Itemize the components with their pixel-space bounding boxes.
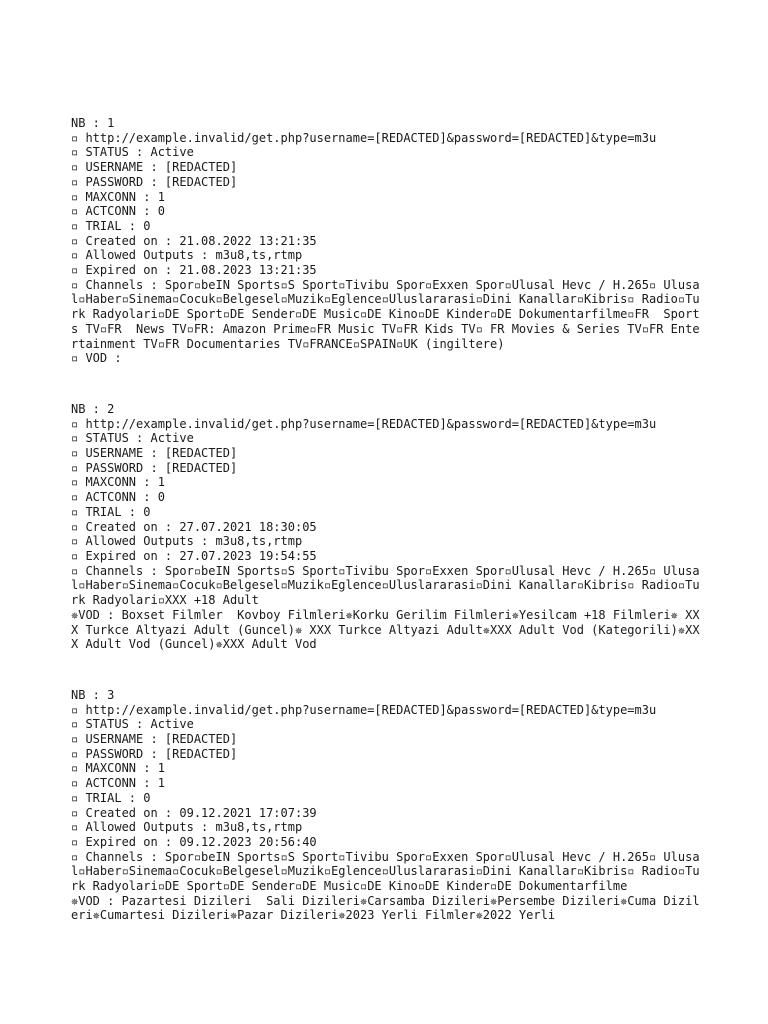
- status-line: ▫ STATUS : Active: [71, 717, 194, 732]
- entry-block: [71, 116, 701, 366]
- maxconn-line: ▫ MAXCONN : 1: [71, 189, 165, 204]
- playlist-url: ▫ http://example.invalid/get.php?username=[REDACTED]&password=[REDACTED]&type=m3u: [71, 416, 657, 431]
- password-line: ▫ PASSWORD : [REDACTED]: [71, 460, 238, 475]
- vod-line: ✵VOD : Boxset Filmler Kovboy Filmleri✵Korku Gerilim Filmleri✵Yesilcam +18 Filmleri✵ XXX Turkce Altyazi Adult (Guncel)✵ XXX Turkce Altyazi Adult✵XXX Adult Vod (Kategorili)✵XXX Adult Vod (Guncel)✵XXX Adult Vod: [71, 607, 700, 652]
- channels-line: ▫ Channels : Spor▫beIN Sports▫S Sport▫Tivibu Spor▫Exxen Spor▫Ulusal Hevc / H.265▫ Ulusal▫Haber▫Sinema▫Cocuk▫Belgesel▫Muzik▫Eglence▫Uluslararasi▫Dini Kanallar▫Kibris▫ Radio▫Turk Radyolari▫XXX +18 Adult: [71, 563, 700, 608]
- username-line: ▫ USERNAME : [REDACTED]: [71, 446, 238, 461]
- vod-line: ▫ VOD :: [71, 351, 122, 366]
- outputs-line: ▫ Allowed Outputs : m3u8,ts,rtmp: [71, 248, 303, 263]
- entry-block: [71, 402, 701, 652]
- channels-line: ▫ Channels : Spor▫beIN Sports▫S Sport▫Tivibu Spor▫Exxen Spor▫Ulusal Hevc / H.265▫ Ulusal▫Haber▫Sinema▫Cocuk▫Belgesel▫Muzik▫Eglence▫Uluslararasi▫Dini Kanallar▫Kibris▫ Radio▫Turk Radyolari▫DE Sport▫DE Sender▫DE Music▫DE Kino▫DE Kinder▫DE Dokumentarfilme: [71, 849, 700, 894]
- username-line: ▫ USERNAME : [REDACTED]: [71, 160, 238, 175]
- actconn-line: ▫ ACTCONN : 0: [71, 490, 165, 505]
- expired-line: ▫ Expired on : 09.12.2023 20:56:40: [71, 834, 317, 849]
- actconn-line: ▫ ACTCONN : 1: [71, 776, 165, 791]
- created-line: ▫ Created on : 21.08.2022 13:21:35: [71, 233, 317, 248]
- entry-header: NB : 3: [71, 687, 115, 702]
- expired-line: ▫ Expired on : 27.07.2023 19:54:55: [71, 548, 317, 563]
- outputs-line: ▫ Allowed Outputs : m3u8,ts,rtmp: [71, 820, 303, 835]
- actconn-line: ▫ ACTCONN : 0: [71, 204, 165, 219]
- maxconn-line: ▫ MAXCONN : 1: [71, 475, 165, 490]
- password-line: ▫ PASSWORD : [REDACTED]: [71, 174, 238, 189]
- playlist-url: ▫ http://example.invalid/get.php?username=[REDACTED]&password=[REDACTED]&type=m3u: [71, 702, 657, 717]
- maxconn-line: ▫ MAXCONN : 1: [71, 761, 165, 776]
- status-line: ▫ STATUS : Active: [71, 431, 194, 446]
- status-line: ▫ STATUS : Active: [71, 145, 194, 160]
- created-line: ▫ Created on : 09.12.2021 17:07:39: [71, 805, 317, 820]
- entry-block: [71, 688, 701, 923]
- outputs-line: ▫ Allowed Outputs : m3u8,ts,rtmp: [71, 534, 303, 549]
- password-line: ▫ PASSWORD : [REDACTED]: [71, 746, 238, 761]
- vod-line: ✵VOD : Pazartesi Dizileri Sali Dizileri✵Carsamba Dizileri✵Persembe Dizileri✵Cuma Dizileri✵Cumartesi Dizileri✵Pazar Dizileri✵2023 Yerli Filmler✵2022 Yerli: [71, 893, 700, 923]
- trial-line: ▫ TRIAL : 0: [71, 218, 151, 233]
- created-line: ▫ Created on : 27.07.2021 18:30:05: [71, 519, 317, 534]
- trial-line: ▫ TRIAL : 0: [71, 504, 151, 519]
- document-page: [71, 116, 701, 923]
- expired-line: ▫ Expired on : 21.08.2023 13:21:35: [71, 263, 317, 278]
- channels-line: ▫ Channels : Spor▫beIN Sports▫S Sport▫Tivibu Spor▫Exxen Spor▫Ulusal Hevc / H.265▫ Ulusal▫Haber▫Sinema▫Cocuk▫Belgesel▫Muzik▫Eglence▫Uluslararasi▫Dini Kanallar▫Kibris▫ Radio▫Turk Radyolari▫DE Sport▫DE Sender▫DE Music▫DE Kino▫DE Kinder▫DE Dokumentarfilme▫FR Sports TV▫FR News TV▫FR: Amazon Prime▫FR Music TV▫FR Kids TV▫ FR Movies & Series TV▫FR Entertainment TV▫FR Documentaries TV▫FRANCE▫SPAIN▫UK (ingiltere): [71, 277, 700, 351]
- trial-line: ▫ TRIAL : 0: [71, 790, 151, 805]
- username-line: ▫ USERNAME : [REDACTED]: [71, 732, 238, 747]
- entry-header: NB : 1: [71, 116, 115, 130]
- entry-header: NB : 2: [71, 401, 115, 416]
- playlist-url: ▫ http://example.invalid/get.php?username=[REDACTED]&password=[REDACTED]&type=m3u: [71, 130, 657, 145]
